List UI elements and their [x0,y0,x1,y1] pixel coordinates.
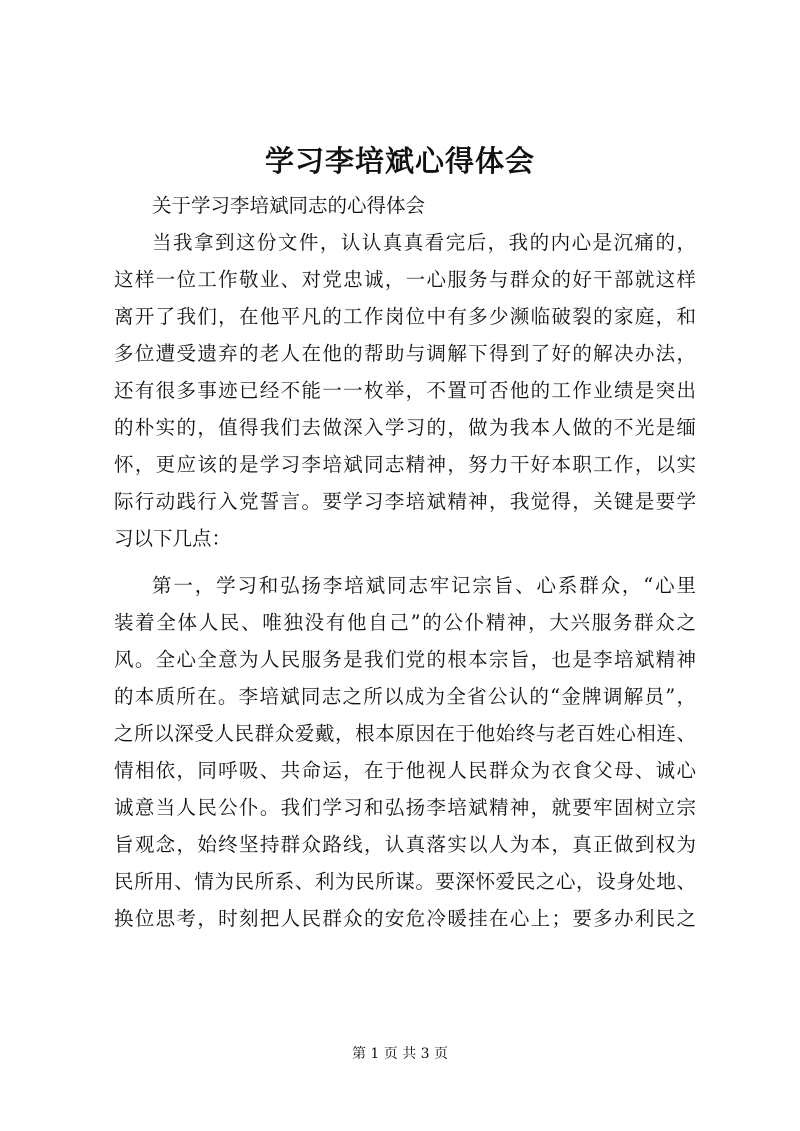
paragraph-line: 多位遭受遗弃的老人在他的帮助与调解下得到了好的解决办法， [114,342,696,365]
paragraph-line: 习以下几点： [114,527,232,550]
page-number-footer: 第 1 页 共 3 页 [351,1046,449,1062]
paragraph-line: 还有很多事迹已经不能一一枚举，不置可否他的工作业绩是突出 [114,379,696,402]
document-subtitle: 关于学习李培斌同志的心得体会 [152,194,426,217]
paragraph-line: 风。全心全意为人民服务是我们党的根本宗旨，也是李培斌精神 [114,648,696,671]
paragraph-2 [114,567,696,937]
paragraph-spacer [114,557,696,567]
document-body [114,187,696,937]
paragraph-line: 的朴实的，值得我们去做深入学习的，做为我本人做的不光是缅 [114,416,696,439]
paragraph-line: 之所以深受人民群众爱戴，根本原因在于他始终与老百姓心相连、 [114,722,696,745]
paragraph-line: 情相依，同呼吸、共命运，在于他视人民群众为衣食父母、诚心 [114,759,696,782]
paragraph-1 [114,224,696,557]
paragraph-line: 这样一位工作敬业、对党忠诚，一心服务与群众的好干部就这样 [114,268,696,291]
paragraph-line: 际行动践行入党誓言。要学习李培斌精神，我觉得，关键是要学 [114,490,696,513]
paragraph-line: 当我拿到这份文件，认认真真看完后，我的内心是沉痛的， [152,231,696,254]
paragraph-line: 装着全体人民、唯独没有他自己”的公仆精神，大兴服务群众之 [114,611,696,634]
paragraph-line: 离开了我们，在他平凡的工作岗位中有多少濒临破裂的家庭，和 [114,305,696,328]
paragraph-line: 的本质所在。李培斌同志之所以成为全省公认的“金牌调解员”， [114,685,696,708]
paragraph-line: 民所用、情为民所系、利为民所谋。要深怀爱民之心，设身处地、 [114,870,696,893]
paragraph-line: 换位思考，时刻把人民群众的安危冷暖挂在心上；要多办利民之 [114,907,696,930]
paragraph-line: 诚意当人民公仆。我们学习和弘扬李培斌精神，就要牢固树立宗 [114,796,696,819]
paragraph-line: 第一，学习和弘扬李培斌同志牢记宗旨、心系群众，“心里 [152,574,696,597]
document-title: 学习李培斌心得体会 [264,144,535,178]
paragraph-line: 怀，更应该的是学习李培斌同志精神，努力干好本职工作，以实 [114,453,696,476]
paragraph-line: 旨观念，始终坚持群众路线，认真落实以人为本，真正做到权为 [114,833,696,856]
